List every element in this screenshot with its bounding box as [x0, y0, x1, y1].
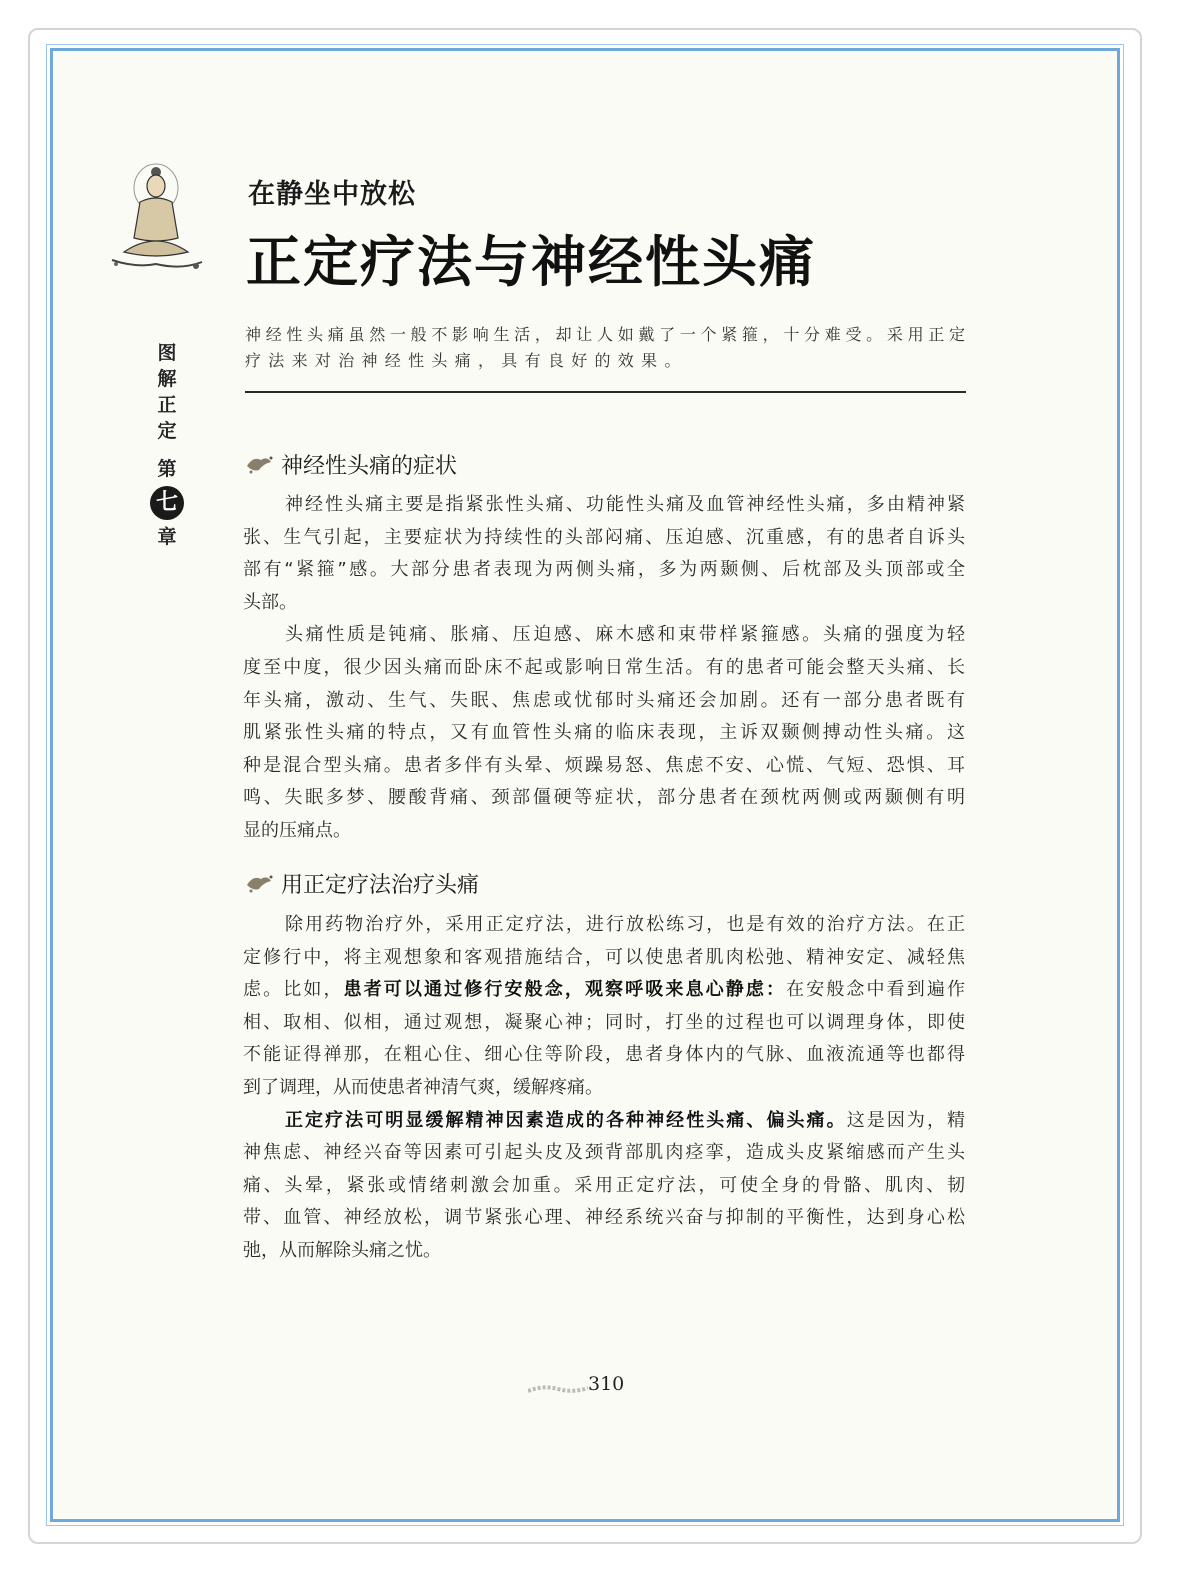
lotus-ornament-icon [243, 871, 275, 897]
section-body [243, 909, 965, 1268]
paragraph-line [243, 1039, 965, 1072]
paragraph-line [243, 522, 965, 555]
text-span: 神经性头痛主要是指紧张性头痛、功能性头痛及血管神经性头痛，多由精神紧 [285, 494, 965, 515]
paragraph-line [243, 587, 965, 620]
text-span: 鸣、失眠多梦、腰酸背痛、颈部僵硬等症状，部分患者在颈枕两侧或两颞侧有明 [243, 787, 965, 809]
text-span: 在安般念中看到遍作 [786, 979, 966, 1001]
section-heading-text: 神经性头痛的症状 [281, 454, 458, 479]
paragraph-line [243, 782, 965, 815]
lotus-ornament-icon [243, 452, 275, 478]
paragraph-line [243, 1202, 965, 1235]
paragraph-line [243, 619, 965, 652]
paragraph-line [243, 652, 965, 685]
intro-line: 疗法来对治神经性头痛，具有良好的效果。 [245, 351, 688, 370]
text-span: 除用药物治疗外，采用正定疗法，进行放松练习，也是有效的治疗方法。在正 [285, 914, 965, 935]
text-span: 种是混合型头痛。患者多伴有头晕、烦躁易怒、焦虑不安、心慌、气短、恐惧、耳 [243, 754, 965, 776]
paragraph-line [243, 1235, 965, 1268]
text-span: 头部。 [243, 591, 297, 613]
page-number: 310 [588, 1373, 625, 1395]
text-span: 痛、头晕，紧张或情绪刺激会加重。采用正定疗法，可使全身的骨骼、肌肉、韧 [243, 1174, 965, 1196]
text-span: 头痛性质是钝痛、胀痛、压迫感、麻木感和束带样紧箍感。头痛的强度为轻 [285, 624, 965, 646]
paragraph-line [243, 815, 965, 848]
buddha-illustration [106, 160, 206, 275]
paragraph-line [243, 1007, 965, 1040]
sidebar-char: 解 [157, 368, 177, 390]
text-span: 度至中度，很少因头痛而卧床不起或影响日常生活。有的患者可能会整天头痛、长 [243, 656, 965, 678]
page-title: 正定疗法与神经性头痛 [246, 229, 817, 294]
paragraph-line [243, 942, 965, 975]
sidebar-char: 章 [157, 526, 177, 548]
text-span: 定修行中，将主观想象和客观措施结合，可以使患者肌肉松弛、精神安定、减轻焦 [243, 946, 965, 968]
page-subtitle: 在静坐中放松 [248, 179, 416, 210]
section-heading-text: 用正定疗法治疗头痛 [281, 873, 480, 898]
text-span: 带、血管、神经放松，调节紧张心理、神经系统兴奋与抑制的平衡性，达到身心松 [243, 1207, 965, 1229]
text-span: 相、取相、似相，通过观想，凝聚心神；同时，打坐的过程也可以调理身体，即使 [243, 1011, 965, 1033]
paragraph-line [243, 974, 965, 1007]
intro-line: 神经性头痛虽然一般不影响生活，却让人如戴了一个紧箍，十分难受。采用正定 [245, 325, 965, 344]
sidebar-char: 正 [157, 394, 177, 416]
text-span: 肌紧张性头痛的特点，又有血管性头痛的临床表现，主诉双颞侧搏动性头痛。这 [243, 722, 965, 744]
section-heading [243, 449, 457, 480]
paragraph-line [243, 1072, 965, 1105]
text-span: 这是因为，精 [846, 1109, 966, 1131]
paragraph-line [243, 1105, 965, 1138]
paragraph-line [243, 717, 965, 750]
section-body [243, 489, 965, 848]
paragraph-line [243, 909, 965, 942]
paragraph-line [243, 750, 965, 783]
sidebar-char: 第 [157, 458, 177, 480]
paragraph-line [243, 554, 965, 587]
text-span: 不能证得禅那，在粗心住、细心住等阶段，患者身体内的气脉、血液流通等也都得 [243, 1044, 965, 1066]
text-span: 到了调理，从而使患者神清气爽，缓解疼痛。 [243, 1076, 603, 1098]
paragraph-line [243, 685, 965, 718]
bold-text: 正定疗法可明显缓解精神因素造成的各种神经性头痛、偏头痛。 [285, 1109, 847, 1131]
chapter-number-badge: 七 [150, 486, 184, 520]
paragraph-line [243, 489, 965, 522]
text-span: 虑。比如， [243, 979, 344, 1001]
text-span: 张、生气引起，主要症状为持续性的头部闷痛、压迫感、沉重感，有的患者自诉头 [243, 526, 965, 548]
divider [245, 391, 966, 393]
page-number-ornament-icon [528, 1385, 588, 1395]
section-heading [243, 868, 479, 899]
sidebar-char: 定 [157, 420, 177, 442]
paragraph-line [243, 1170, 965, 1203]
text-span: 部有“紧箍”感。大部分患者表现为两侧头痛，多为两颞侧、后枕部及头顶部或全 [243, 559, 965, 581]
paragraph-line [243, 1137, 965, 1170]
text-span: 显的压痛点。 [243, 819, 351, 841]
text-span: 年头痛，激动、生气、失眠、焦虑或忧郁时头痛还会加剧。还有一部分患者既有 [243, 689, 965, 711]
sidebar-char: 图 [157, 342, 177, 364]
bold-text: 患者可以通过修行安般念，观察呼吸来息心静虑： [343, 979, 787, 1001]
text-span: 神焦虑、神经兴奋等因素可引起头皮及颈背部肌肉痉挛，造成头皮紧缩感而产生头 [243, 1142, 965, 1164]
intro-summary [245, 322, 965, 374]
text-span: 弛，从而解除头痛之忧。 [243, 1239, 441, 1261]
chapter-sidebar [152, 340, 182, 550]
